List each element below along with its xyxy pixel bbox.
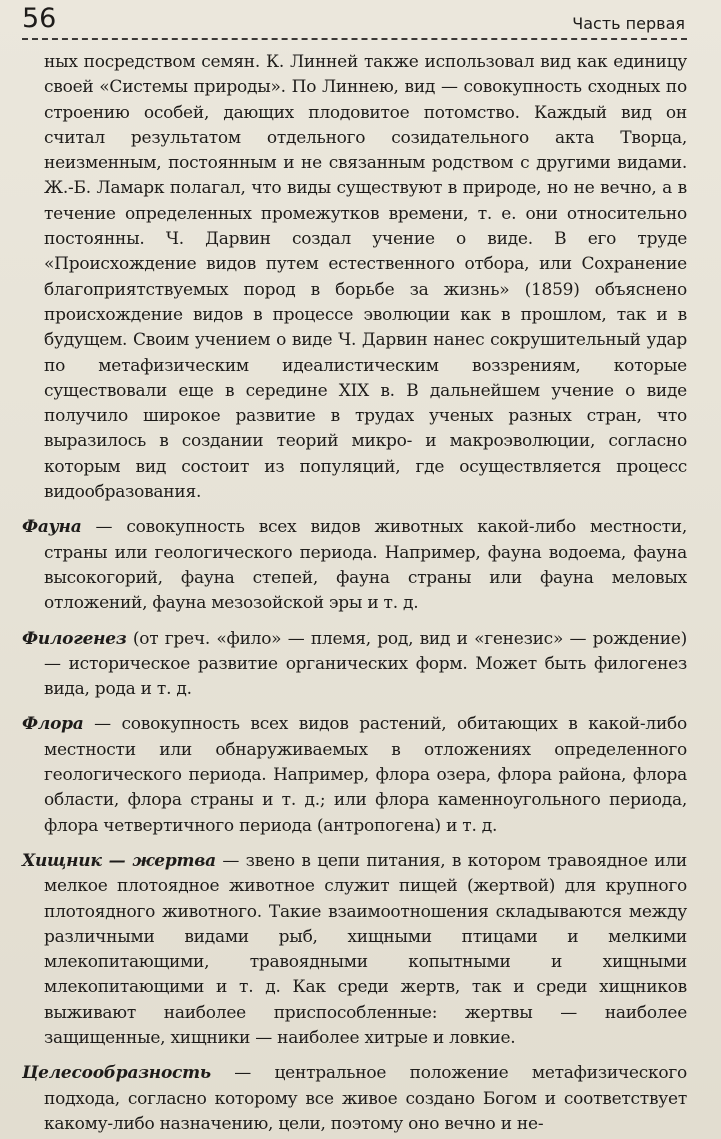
entry-definition: — совокупность всех видов растений, обитающих в какой-либо местности или обнаруживаемых в отложениях определенного геологического периода. Например, флора озера, флора района, флора области, флора страны и т. д.; или флора каменноугольного периода, флора четвертичного периода (антропогена) и т. д. [44, 714, 687, 836]
entry-definition: — совокупность всех видов животных какой-либо местности, страны или геологического периода. Например, фауна водоема, фауна высокогорий, фауна степей, фауна страны или фауна меловых отложений, фауна мезозойской эры и т. д. [44, 517, 687, 614]
entry-term: Хищник — жертва [22, 850, 216, 871]
entry-expediency [22, 1061, 687, 1137]
entry-definition: — звено в цепи питания, в котором травоядное или мелкое плотоядное животное служит пищей (жертвой) для крупного плотоядного животного. Такие взаимоотношения складываются между различными видами рыб, хищными птицами и мелкими млекопитающими, травоядными копытными и хищными млекопитающими и т. д. Как среди жертв, так и среди хищников выживают наиболее приспособленные: жертвы — наиболее защищенные, хищники — наиболее хитрые и ловкие. [44, 850, 687, 1048]
entry-definition: (от греч. «фило» — племя, род, вид и «генезис» — рождение) — историческое развитие органических форм. Может быть филогенез вида, рода и т. д. [44, 628, 687, 700]
entry-definition: — центральное положение метафизического подхода, согласно которому все живое создано Богом и соответствует какому-либо назначению, цели, поэтому оно вечно и не- [44, 1063, 687, 1134]
page-number: 56 [22, 3, 57, 34]
entry-term: Целесообразность [22, 1063, 211, 1084]
entry-phylogenesis [22, 627, 687, 703]
running-title: Часть первая [572, 14, 685, 33]
continued-paragraph: ных посредством семян. К. Линней также использовал вид как единицу своей «Системы природы». По Линнею, вид — совокупность сходных по строению особей, дающих плодовитое потомство. Каждый вид он считал результатом отдельного созидательного акта Творца, неизменным, постоянным и не связанным родством с другими видами. Ж.-Б. Ламарк полагал, что виды существуют в природе, но не вечно, а в течение определенных промежутков времени, т. е. они относительно постоянны. Ч. Дарвин создал учение о виде. В его труде «Происхождение видов путем естественного отбора, или Сохранение благоприятствуемых пород в борьбе за жизнь» (1859) объяснено происхождение видов в процессе эволюции как в прошлом, так и в будущем. Своим учением о виде Ч. Дарвин нанес сокрушительный удар по метафизическим идеалистическим воззрениям, которые существовали еще в середине XIX в. В дальнейшем учение о виде получило широкое развитие в трудах ученых разных стран, что выразилось в создании теорий микро- и макроэволюции, согласно которым вид состоит из популяций, где осуществляется процесс видообразования. [44, 52, 687, 503]
page-header [22, 0, 687, 40]
entry-fauna [22, 515, 687, 616]
entry-predator-prey [22, 849, 687, 1051]
page-body [22, 50, 687, 1137]
entry-term: Флора [22, 714, 84, 735]
entry-term: Филогенез [22, 628, 127, 649]
entry-flora [22, 712, 687, 838]
entry-term: Фауна [22, 517, 82, 538]
